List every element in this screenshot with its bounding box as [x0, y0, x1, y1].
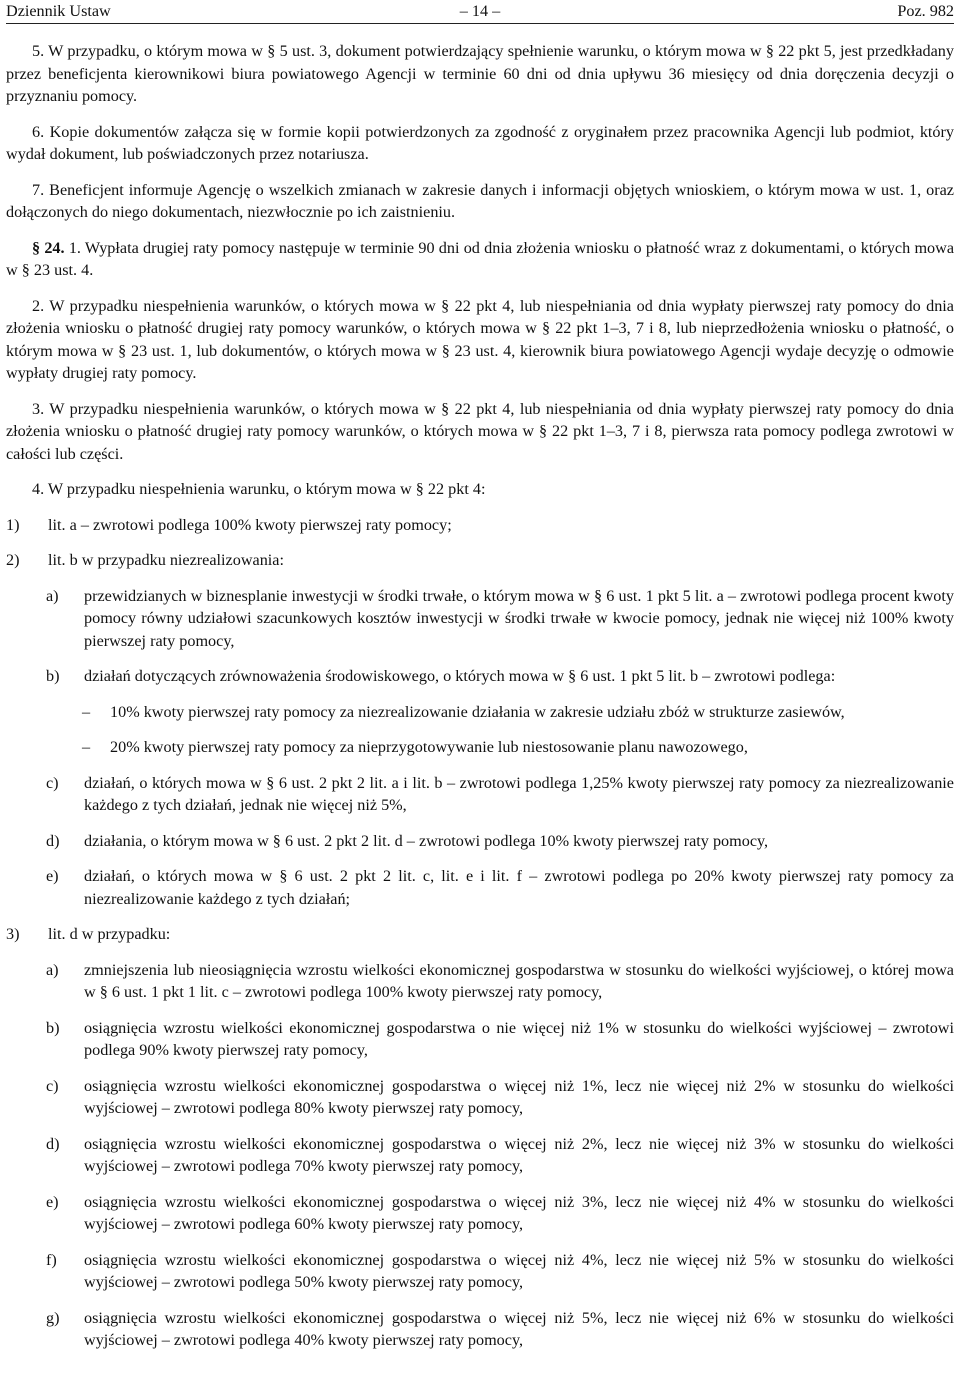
list-item-text: działań, o których mowa w § 6 ust. 2 pkt 2 lit. a i lit. b – zwrotowi podlega 1,25% kwoty pierwszej raty pomocy za niezrealizowanie każdego z tych działań, jednak nie więcej niż 5%,: [84, 773, 954, 814]
dash-marker: –: [82, 702, 91, 721]
list-item-2: [6, 549, 954, 572]
paragraph-7: 7. Beneficjent informuje Agencję o wszelkich zmianach w zakresie danych i informacji objętych wnioskiem, o którym mowa w ust. 1, oraz dołączonych do niego dokumentach, niezwłocznie po ich zaistnieniu.: [6, 180, 954, 221]
list-item-text: lit. d w przypadku:: [48, 925, 171, 943]
section-24-paragraph-4: 4. W przypadku niespełnienia warunku, o którym mowa w § 22 pkt 4:: [32, 480, 486, 498]
list-item-2b-dash-2: [6, 736, 954, 759]
section-24-p1-text: 1. Wypłata drugiej raty pomocy następuje w terminie 90 dni od dnia złożenia wniosku o płatność wraz z dokumentami, o których mowa w § 23 ust. 4.: [6, 238, 955, 279]
journal-title: Dziennik Ustaw: [6, 2, 111, 20]
list-item-label: d): [46, 831, 60, 850]
paragraph-6: 6. Kopie dokumentów załącza się w formie kopii potwierdzonych za zgodność z oryginałem przez pracownika Agencji lub podmiot, który wydał dokument, lub poświadczonych przez notariusza.: [6, 122, 954, 163]
list-item-2b: [6, 665, 954, 688]
list-item-label: 1): [6, 515, 20, 534]
list-item-text: przewidzianych w biznesplanie inwestycji w środki trwałe, o którym mowa w § 6 ust. 1 pkt 5 lit. a – zwrotowi podlega procent kwoty pomocy równy udziałowi szacunkowych kosztów inwestycji w środki trwałe w kwocie pomocy, jednak nie więcej niż 100% kwoty pierwszej raty pomocy,: [84, 586, 954, 650]
list-item-text: osiągnięcia wzrostu wielkości ekonomicznej gospodarstwa o więcej niż 3%, lecz nie więcej niż 4% w stosunku do wielkości wyjściowej – zwrotowi podlega 60% kwoty pierwszej raty pomocy,: [84, 1192, 954, 1233]
section-24-paragraph-2: 2. W przypadku niespełnienia warunków, o których mowa w § 22 pkt 4, lub niespełniania od dnia wypłaty pierwszej raty pomocy do dnia złożenia wniosku o płatność drugiej raty pomocy warunków, o których mowa w § 22 pkt 1–3, 7 i 8, lub nieprzedłożenia wniosku o płatność, o którym mowa w § 23 ust. 1, lub dokumentów, o których mowa w § 23 ust. 4, kierownik biura powiatowego Agencji wydaje decyzję o odmowie wypłaty drugiej raty pomocy.: [6, 296, 954, 382]
list-item-2c: [6, 772, 954, 817]
dash-marker: –: [82, 738, 91, 756]
list-item-text: osiągnięcia wzrostu wielkości ekonomicznej gospodarstwa o więcej niż 4%, lecz nie więcej niż 5% w stosunku do wielkości wyjściowej – zwrotowi podlega 50% kwoty pierwszej raty pomocy,: [84, 1250, 954, 1291]
list-item-text: działań dotyczących zrównoważenia środowiskowego, o których mowa w § 6 ust. 1 pkt 5 lit. b – zwrotowi podlega:: [84, 667, 836, 685]
list-item-label: a): [46, 960, 59, 979]
list-item-3e: [6, 1191, 954, 1236]
list-item-1: [6, 514, 954, 537]
list-item-2b-dash-1: [6, 701, 954, 724]
paragraph-5: 5. W przypadku, o którym mowa w § 5 ust. 3, dokument potwierdzający spełnienie warunku, o którym mowa w § 22 pkt 5, jest przedkładany przez beneficjenta kierownikowi biura powiatowego Agencji w terminie 60 dni od dnia upływu 36 miesięcy od dnia doręczenia decyzji o przyznaniu pomocy.: [6, 42, 954, 105]
list-item-label: e): [46, 867, 59, 885]
list-item-label: e): [46, 1192, 59, 1211]
list-item-label: d): [46, 1134, 60, 1153]
section-24-paragraph-1: [6, 237, 954, 282]
list-item-label: 3): [6, 925, 20, 943]
list-item-text: osiągnięcia wzrostu wielkości ekonomicznej gospodarstwa o więcej niż 1%, lecz nie więcej niż 2% w stosunku do wielkości wyjściowej – zwrotowi podlega 80% kwoty pierwszej raty pomocy,: [84, 1076, 954, 1117]
list-item-label: f): [46, 1250, 57, 1269]
list-item-3g: [6, 1307, 954, 1352]
list-item-text: osiągnięcia wzrostu wielkości ekonomicznej gospodarstwa o nie więcej niż 1% w stosunku do wielkości wyjściowej – zwrotowi podlega 90% kwoty pierwszej raty pomocy,: [84, 1018, 954, 1059]
list-item-text: działania, o którym mowa w § 6 ust. 2 pkt 2 lit. d – zwrotowi podlega 10% kwoty pierwszej raty pomocy,: [84, 831, 769, 850]
position-number: Poz. 982: [897, 2, 954, 20]
list-item-3a: [6, 959, 954, 1004]
list-item-text: 10% kwoty pierwszej raty pomocy za niezrealizowanie działania w zakresie udziału zbóż w strukturze zasiewów,: [110, 702, 845, 721]
list-item-text: lit. a – zwrotowi podlega 100% kwoty pierwszej raty pomocy;: [48, 515, 452, 534]
list-item-text: osiągnięcia wzrostu wielkości ekonomicznej gospodarstwa o więcej niż 2%, lecz nie więcej niż 3% w stosunku do wielkości wyjściowej – zwrotowi podlega 70% kwoty pierwszej raty pomocy,: [84, 1134, 954, 1175]
list-item-3: [6, 923, 954, 946]
list-item-label: c): [46, 1076, 59, 1095]
page-number: – 14 –: [459, 2, 501, 20]
section-24-label: § 24.: [32, 238, 65, 257]
list-item-label: 2): [6, 551, 20, 569]
list-item-label: b): [46, 1018, 60, 1037]
list-item-3f: [6, 1249, 954, 1294]
list-item-label: b): [46, 667, 60, 685]
list-item-2a: [6, 585, 954, 653]
document-body: [6, 40, 954, 1352]
list-item-2d: [6, 830, 954, 853]
page-header: [6, 0, 954, 24]
list-item-label: a): [46, 586, 59, 605]
list-item-3d: [6, 1133, 954, 1178]
list-item-label: g): [46, 1308, 60, 1327]
list-item-label: c): [46, 773, 59, 792]
list-item-text: działań, o których mowa w § 6 ust. 2 pkt 2 lit. c, lit. e i lit. f – zwrotowi podlega po 20% kwoty pierwszej raty pomocy za niezrealizowanie każdego z tych działań;: [84, 867, 954, 908]
list-item-text: lit. b w przypadku niezrealizowania:: [48, 551, 284, 569]
section-24-paragraph-3: 3. W przypadku niespełnienia warunków, o których mowa w § 22 pkt 4, lub niespełniania od dnia wypłaty pierwszej raty pomocy do dnia złożenia wniosku o płatność drugiej raty pomocy warunków, o których mowa w § 22 pkt 1–3, 7 i 8, pierwsza rata pomocy podlega zwrotowi w całości lub części.: [6, 399, 954, 463]
list-item-3b: [6, 1017, 954, 1062]
list-item-2e: [6, 865, 954, 910]
list-item-text: 20% kwoty pierwszej raty pomocy za nieprzygotowywanie lub niestosowanie planu nawozowego,: [110, 738, 748, 756]
list-item-3c: [6, 1075, 954, 1120]
list-item-text: zmniejszenia lub nieosiągnięcia wzrostu wielkości ekonomicznej gospodarstwa w stosunku do wielkości wyjściowej, o której mowa w § 6 ust. 1 pkt 1 lit. c – zwrotowi podlega 100% kwoty pierwszej raty pomocy,: [84, 960, 954, 1001]
list-item-text: osiągnięcia wzrostu wielkości ekonomicznej gospodarstwa o więcej niż 5%, lecz nie więcej niż 6% w stosunku do wielkości wyjściowej – zwrotowi podlega 40% kwoty pierwszej raty pomocy,: [84, 1308, 954, 1349]
